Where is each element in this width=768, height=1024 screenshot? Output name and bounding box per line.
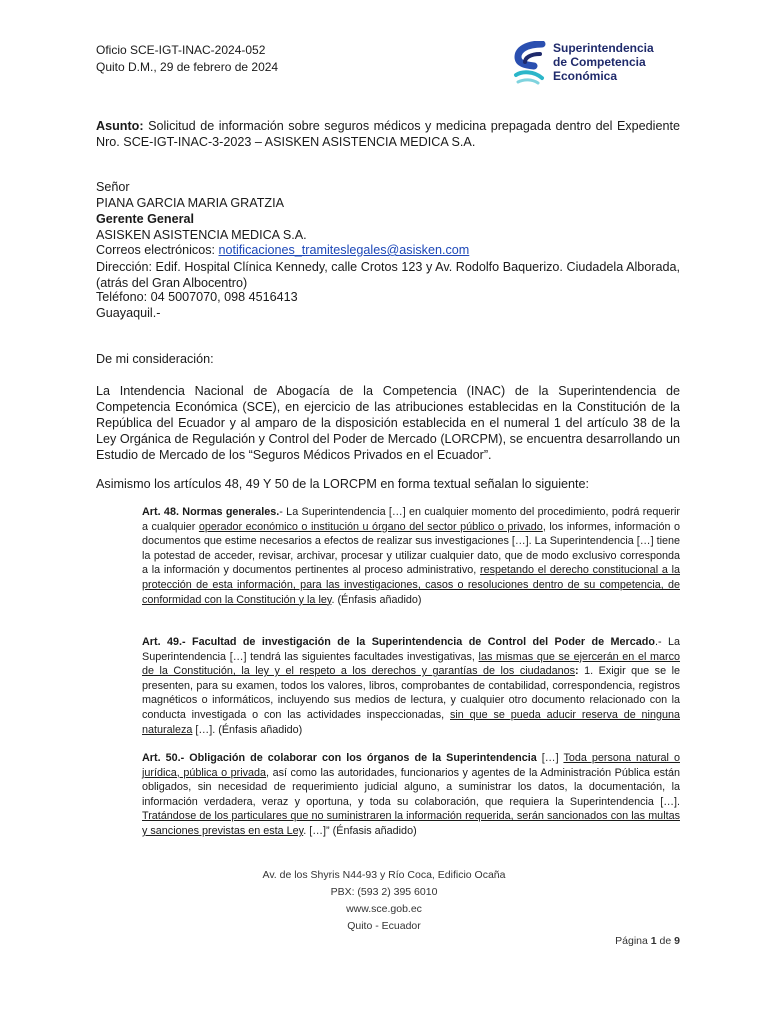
page-total: 9 [674, 935, 680, 947]
art50-text-2: , así como las autoridades, funcionarios y agentes de la Administración Pública están obligados, sin necesidad de requerimiento judicial alguno, a suministrar los datos, la documentación, la información verdadera, veraz y oportuna, y toda su colaboración, que requiera la Superintendencia […]. [142, 766, 680, 808]
email-link[interactable]: notificaciones_tramiteslegales@asisken.com [218, 243, 470, 257]
logo-line-3: Económica [553, 69, 618, 83]
art48-text-3: . (Énfasis añadido) [331, 593, 422, 606]
addressee-address: Dirección: Edif. Hospital Clínica Kennedy, calle Crotos 123 y Av. Rodolfo Baquerizo. Ciudadela Alborada, (atrás del Gran Albocentro) [96, 260, 680, 290]
sce-logo-icon [512, 41, 548, 85]
art50-text-3: . […]” (Énfasis añadido) [303, 824, 417, 837]
page-of: de [659, 935, 672, 947]
art49-text-2: 1. Exigir que se le presenten, para su examen, todos los valores, libros, comprobantes de contabilidad, correspondencia, registros magnéticos o informáticos, incluyendo sus medios de lectura, y cualquier otro documento relacionado con la conducta investigada o con las actividades inspeccionadas, [142, 665, 680, 721]
subject-label: Asunto: [96, 119, 144, 133]
footer-phone: PBX: (593 2) 395 6010 [330, 886, 438, 898]
logo-line-2: de Competencia [553, 55, 646, 69]
art50-emphasis-1: Toda persona natural o jurídica, pública o privada [142, 752, 680, 779]
body-paragraph-2: Asimismo los artículos 48, 49 Y 50 de la LORCPM en forma textual señalan lo siguiente: [96, 477, 590, 491]
art49-text-1: .- La Superintendencia […] tendrá las siguientes facultades investigativas, [142, 636, 680, 663]
addressee-company: ASISKEN ASISTENCIA MEDICA S.A. [96, 228, 307, 242]
art48-title: Art. 48. Normas generales. [142, 506, 280, 518]
addressee-phone: Teléfono: 04 5007070, 098 4516413 [96, 290, 298, 304]
art48-emphasis-2: respetando el derecho constitucional a la protección de esta información, para las investigaciones, casos o resoluciones dentro de su competencia, de conformidad con la Constitución y la ley [142, 564, 680, 606]
document-reference: Oficio SCE-IGT-INAC-2024-052 [96, 43, 266, 57]
quote-art-49 [142, 635, 680, 737]
sce-logo-text [553, 41, 654, 83]
salutation: Señor [96, 180, 130, 194]
subject-text: Solicitud de información sobre seguros médicos y medicina prepagada dentro del Expediente Nro. SCE-IGT-INAC-3-2023 – ASISKEN ASISTENCIA MEDICA S.A. [96, 119, 680, 149]
art49-emphasis-2: sin que se pueda aducir reserva de ninguna naturaleza [142, 708, 680, 736]
addressee-email-line [96, 243, 469, 259]
addressee-role: Gerente General [96, 212, 194, 226]
art48-emphasis-1: operador económico o institución u órgano del sector público o privado [198, 520, 543, 533]
email-label: Correos electrónicos: [96, 243, 219, 257]
footer-address: Av. de los Shyris N44-93 y Río Coca, Edificio Ocaña [262, 869, 506, 881]
logo-line-1: Superintendencia [553, 41, 654, 55]
footer-web: www.sce.gob.ec [346, 903, 422, 915]
page-number [615, 935, 680, 947]
art48-text-2: , los informes, información o documentos que estime necesarios a efectos de realizar sus investigaciones […]. La Superintendencia […] tiene la potestad de acceder, revisar, archivar, procesar y utilizar cualquier dato, que de modo exclusivo corresponda a la información y documentos pertinentes al proceso administrativo, [142, 520, 681, 577]
body-paragraph-1: La Intendencia Nacional de Abogacía de la Competencia (INAC) de la Superintendencia de Competencia Económica (SCE), en ejercicio de las atribuciones establecidas en la Constitución de la República del Ecuador y al amparo de la disposición establecida en el numeral 1 del artículo 38 de la Ley Orgánica de Regulación y Control del Poder de Mercado (LORCPM), se encuentra desarrollando un Estudio de Mercado de los “Seguros Médicos Privados en el Ecuador”. [96, 384, 680, 462]
art50-title: Art. 50.- Obligación de colaborar con los órganos de la Superintendencia [142, 752, 537, 764]
art48-text-1: - La Superintendencia […] en cualquier momento del procedimiento, podrá requerir a cualquier [142, 506, 680, 533]
greeting: De mi consideración: [96, 352, 214, 366]
addressee-city: Guayaquil.- [96, 306, 161, 320]
footer-city: Quito - Ecuador [347, 920, 421, 932]
page-label: Página [615, 935, 648, 947]
art50-emphasis-2: Tratándose de los particulares que no suministraren la información requerida, serán sancionados con las multas y sanciones previstas en esta Ley [142, 810, 680, 837]
footer [0, 867, 768, 935]
quote-art-48 [142, 505, 680, 607]
subject [96, 118, 680, 150]
sce-logo [512, 41, 712, 85]
art49-emphasis-1: las mismas que se ejercerán en el marco de la Constitución, la ley y el respeto a los derechos y garantías de los ciudadanos [142, 650, 681, 678]
art50-text-1: […] [536, 752, 564, 764]
art49-title: Art. 49.- Facultad de investigación de la Superintendencia de Control del Poder de Mercado [142, 636, 655, 648]
art49-text-3: […]. (Énfasis añadido) [192, 723, 303, 736]
addressee-name: PIANA GARCIA MARIA GRATZIA [96, 196, 285, 210]
document-date: Quito D.M., 29 de febrero de 2024 [96, 60, 279, 74]
quote-art-50 [142, 751, 680, 839]
page-current: 1 [650, 935, 657, 947]
art49-colon: : [575, 665, 579, 678]
